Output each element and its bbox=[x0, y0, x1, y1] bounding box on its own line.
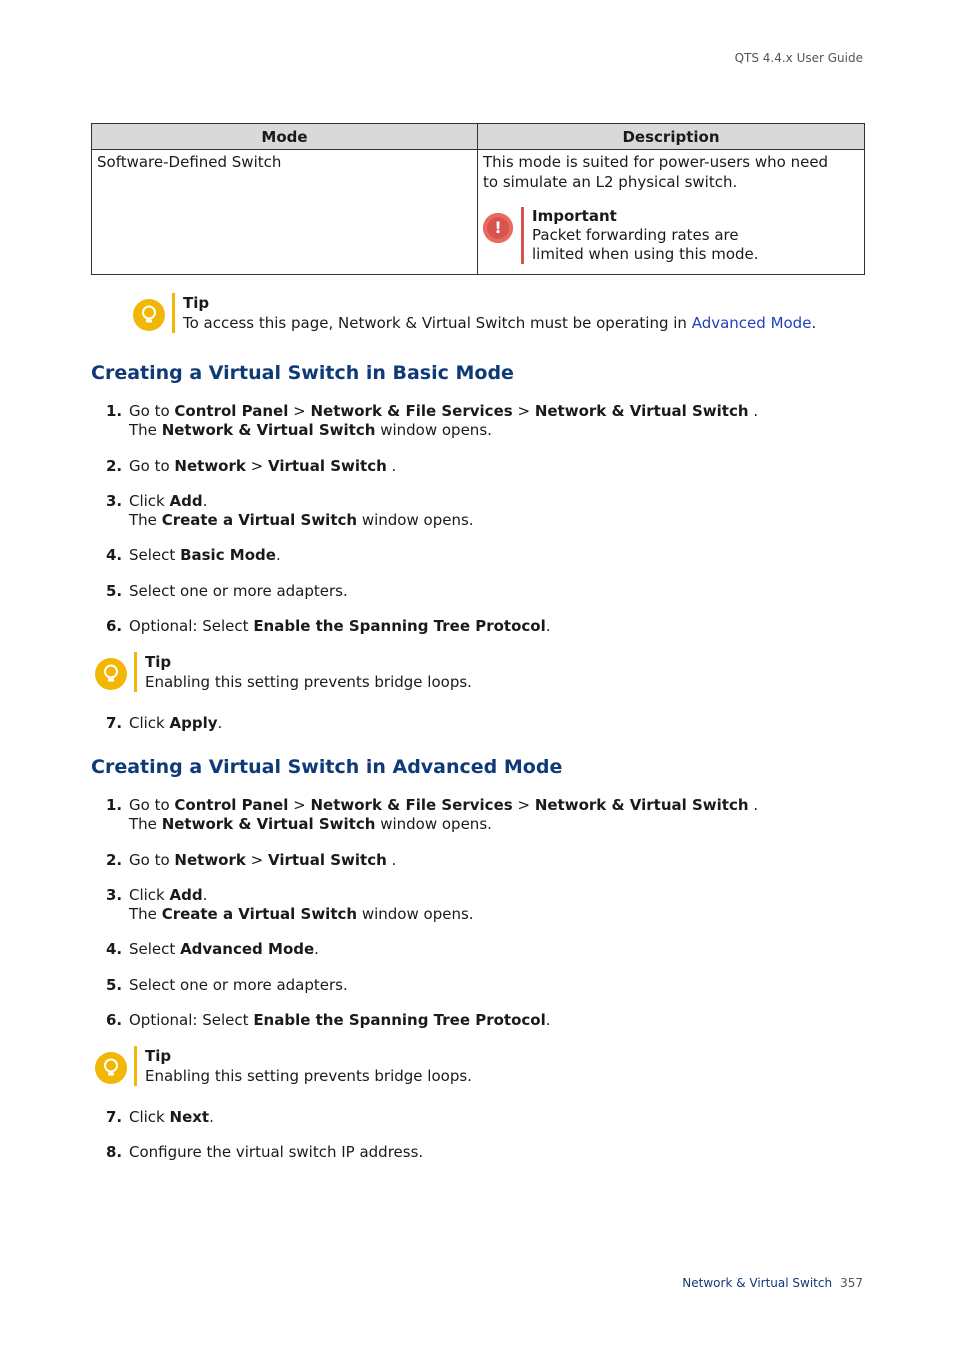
column-header-description: Description bbox=[478, 124, 865, 150]
advanced-mode-link[interactable]: Advanced Mode bbox=[691, 314, 812, 332]
lightbulb-icon bbox=[95, 1052, 127, 1084]
tip-body bbox=[172, 293, 816, 333]
description-text: This mode is suited for power-users who need to simulate an L2 physical switch. bbox=[483, 153, 829, 191]
tip-callout bbox=[133, 293, 816, 333]
tip-text: Enabling this setting prevents bridge loops. bbox=[145, 1067, 472, 1085]
description-cell bbox=[478, 150, 865, 275]
running-header: QTS 4.4.x User Guide bbox=[734, 51, 863, 65]
important-text: Packet forwarding rates are limited when using this mode. bbox=[532, 226, 759, 263]
tip-title: Tip bbox=[145, 1047, 172, 1065]
tip-callout bbox=[95, 1046, 472, 1086]
tip-text: Enabling this setting prevents bridge loops. bbox=[145, 673, 472, 691]
lightbulb-icon bbox=[95, 658, 127, 690]
lightbulb-icon bbox=[133, 299, 165, 331]
footer-section: Network & Virtual Switch bbox=[682, 1276, 833, 1290]
important-title: Important bbox=[532, 207, 617, 225]
tip-text: To access this page, Network & Virtual Switch must be operating in Advanced Mode. bbox=[183, 314, 817, 332]
important-callout bbox=[483, 207, 859, 264]
page-number: 357 bbox=[840, 1276, 863, 1290]
section-heading-advanced: Creating a Virtual Switch in Advanced Mode bbox=[91, 756, 563, 778]
mode-cell: Software-Defined Switch bbox=[92, 150, 478, 275]
tip-callout bbox=[95, 652, 472, 692]
exclamation-icon: ! bbox=[483, 213, 513, 243]
tip-body bbox=[134, 652, 472, 692]
column-header-mode: Mode bbox=[92, 124, 478, 150]
section-heading-basic: Creating a Virtual Switch in Basic Mode bbox=[91, 362, 514, 384]
table-header-row bbox=[92, 124, 865, 150]
tip-title: Tip bbox=[145, 653, 172, 671]
mode-table bbox=[91, 123, 865, 275]
table-row bbox=[92, 150, 865, 275]
tip-title: Tip bbox=[183, 294, 210, 312]
important-body bbox=[521, 207, 792, 264]
tip-body bbox=[134, 1046, 472, 1086]
page-footer bbox=[682, 1276, 863, 1290]
